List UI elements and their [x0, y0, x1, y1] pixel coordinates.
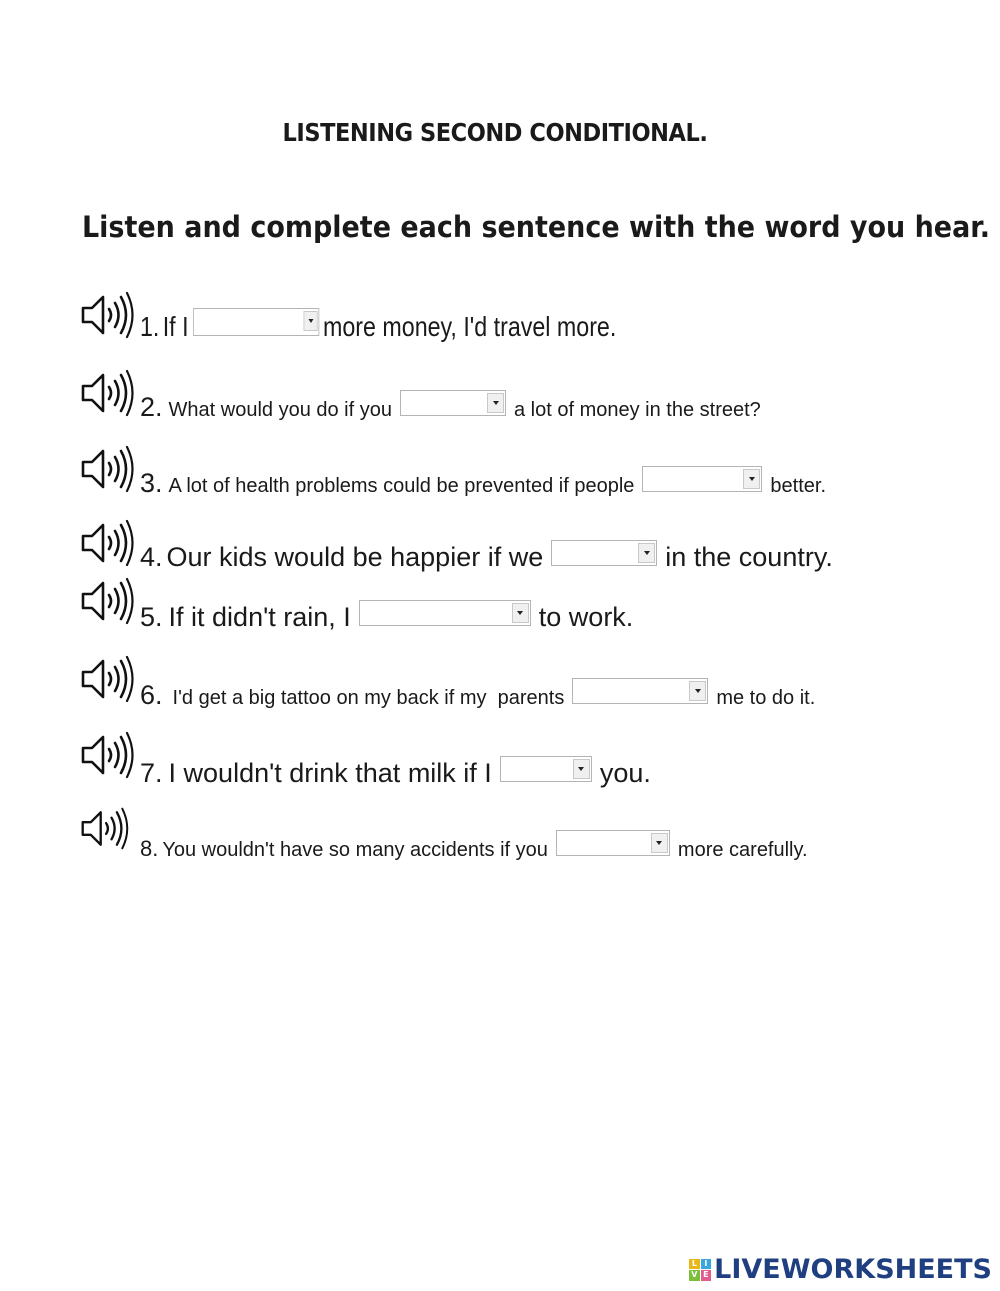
speaker-icon[interactable] — [80, 290, 138, 340]
speaker-icon[interactable] — [80, 806, 132, 851]
worksheet-title: LISTENING SECOND CONDITIONAL. — [282, 118, 708, 147]
item-text-after: you. — [599, 758, 651, 788]
speaker-icon[interactable] — [80, 444, 138, 494]
item-number: 7. — [140, 758, 163, 788]
item-text-before: Our kids would be happier if we — [166, 542, 544, 572]
chevron-down-icon — [743, 469, 760, 489]
item-text-before: If I — [162, 311, 189, 342]
item-text-after: in the country. — [665, 542, 833, 572]
answer-dropdown[interactable] — [194, 308, 320, 336]
answer-dropdown[interactable] — [572, 678, 708, 704]
chevron-down-icon — [512, 603, 529, 623]
item-text-before: You wouldn't have so many accidents if you — [162, 839, 548, 861]
speaker-icon[interactable] — [80, 368, 138, 418]
item-number: 4. — [140, 542, 163, 572]
item-text-after: to work. — [538, 602, 634, 632]
chevron-down-icon — [638, 543, 655, 563]
item-text-before: What would you do if you — [168, 399, 392, 421]
speaker-icon[interactable] — [80, 576, 138, 626]
answer-dropdown[interactable] — [551, 540, 657, 566]
item-number: 3. — [140, 468, 163, 498]
item-text-after: a lot of money in the street? — [514, 399, 761, 421]
item-text-before: I'd get a big tattoo on my back if my parents — [172, 687, 565, 709]
answer-dropdown[interactable] — [359, 600, 531, 626]
chevron-down-icon — [573, 759, 590, 779]
answer-dropdown[interactable] — [642, 466, 762, 492]
worksheet-instructions: Listen and complete each sentence with the word you hear. — [82, 210, 990, 244]
chevron-down-icon — [689, 681, 706, 701]
logo-tile: V — [689, 1270, 700, 1281]
answer-dropdown[interactable] — [556, 830, 670, 856]
item-number: 8. — [140, 836, 159, 861]
speaker-icon[interactable] — [80, 518, 138, 568]
speaker-icon[interactable] — [80, 730, 138, 780]
logo-text: LIVEWORKSHEETS — [714, 1254, 992, 1285]
item-text-before: I wouldn't drink that milk if I — [168, 758, 492, 788]
item-text-after: better. — [770, 475, 827, 497]
logo-tile: L — [689, 1259, 700, 1270]
chevron-down-icon — [487, 393, 504, 413]
speaker-icon[interactable] — [80, 654, 138, 704]
chevron-down-icon — [304, 311, 318, 331]
item-number: 1. — [140, 311, 160, 342]
answer-dropdown[interactable] — [500, 756, 592, 782]
item-text-after: more carefully. — [677, 839, 808, 861]
item-text-after: me to do it. — [716, 687, 816, 709]
logo-tile: I — [701, 1259, 712, 1270]
item-number: 6. — [140, 680, 163, 710]
answer-dropdown[interactable] — [400, 390, 506, 416]
logo-mark-icon — [689, 1259, 711, 1281]
liveworksheets-logo — [689, 1254, 992, 1285]
logo-tile: E — [701, 1270, 712, 1281]
chevron-down-icon — [651, 833, 668, 853]
item-number: 2. — [140, 392, 163, 422]
item-text-before: If it didn't rain, I — [168, 602, 351, 632]
item-text-after: more money, I'd travel more. — [323, 311, 617, 342]
item-text-before: A lot of health problems could be prevented if people — [168, 475, 635, 497]
item-number: 5. — [140, 602, 163, 632]
